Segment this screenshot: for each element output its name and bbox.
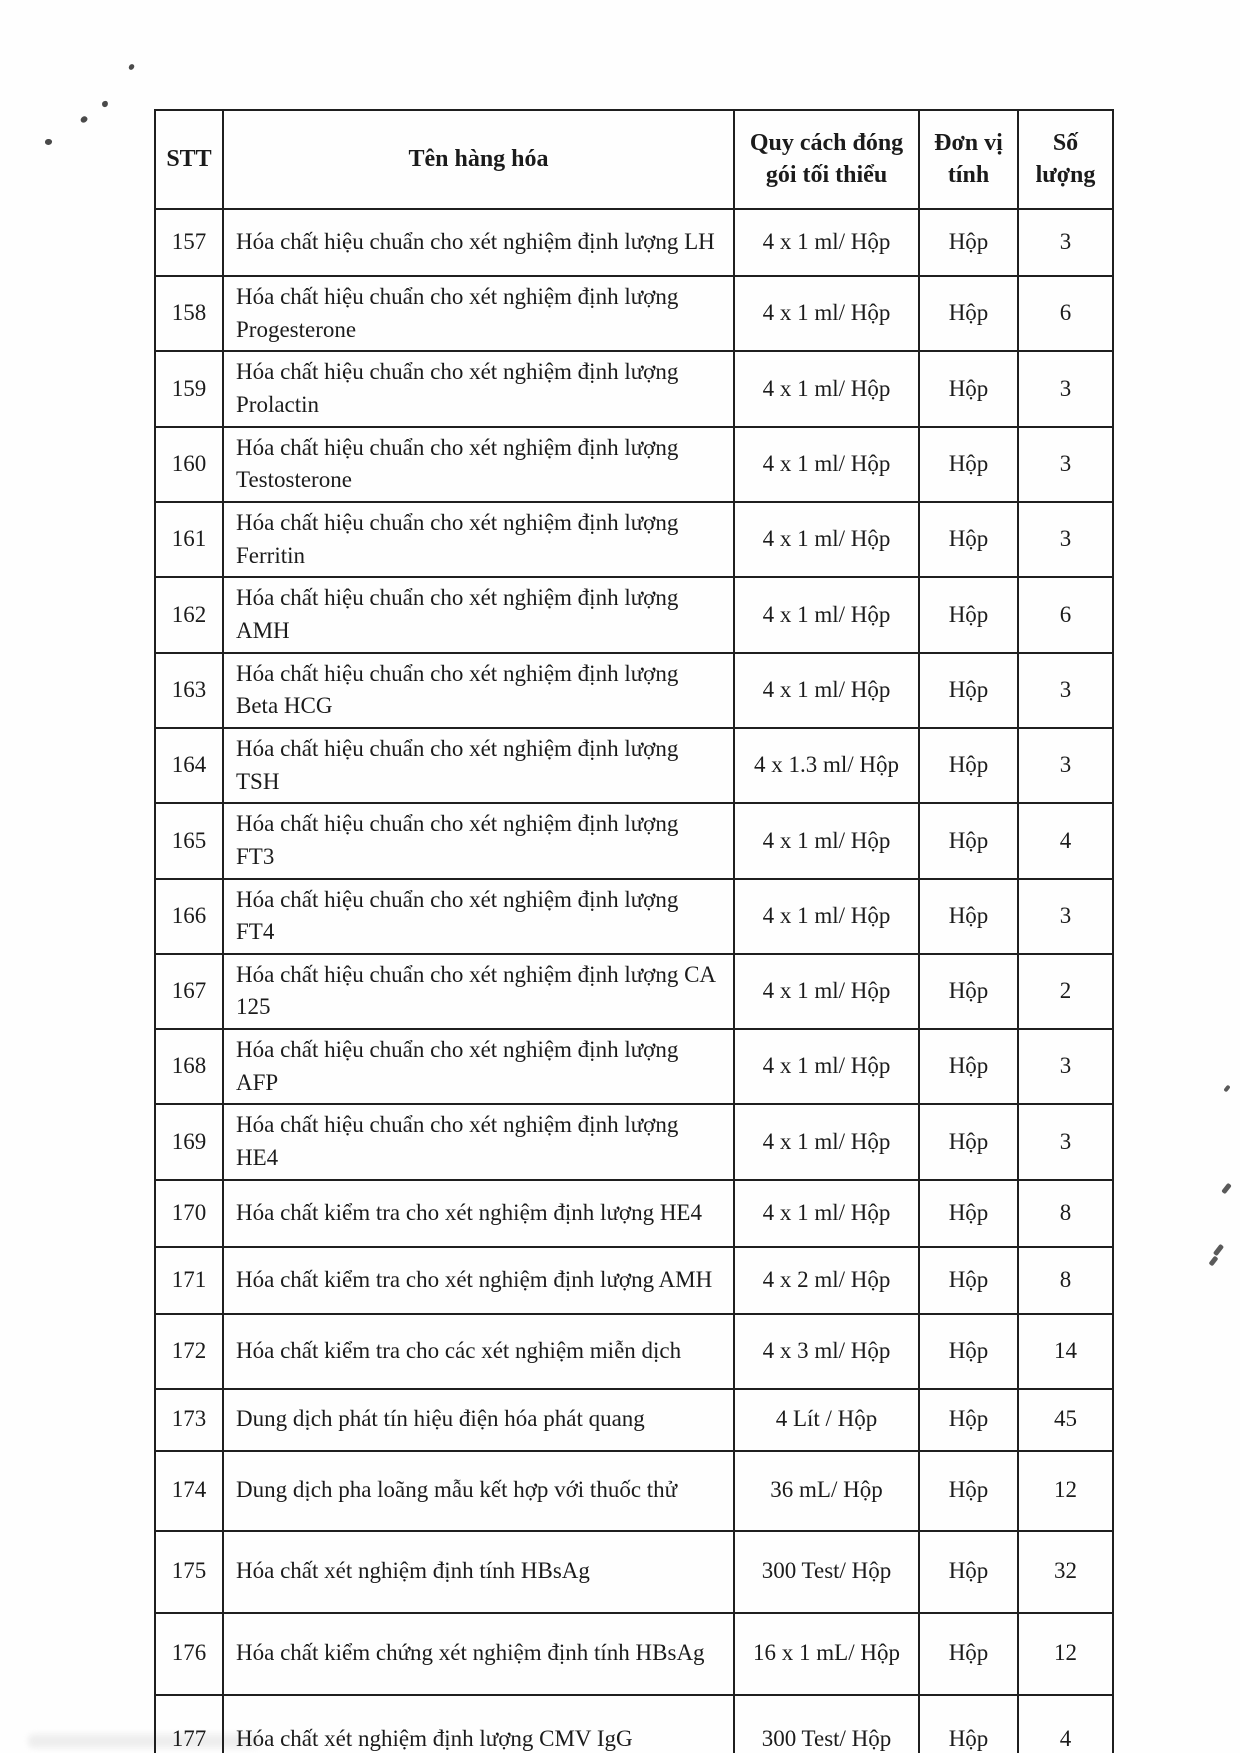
quantity-cell: 8 (1018, 1247, 1113, 1314)
scan-speck (101, 100, 108, 107)
item-name-cell: Hóa chất hiệu chuẩn cho xét nghiệm định lượng Prolactin (223, 351, 734, 426)
item-name-cell: Hóa chất hiệu chuẩn cho xét nghiệm định lượng AMH (223, 577, 734, 652)
table-row (155, 803, 1113, 878)
quantity-cell: 3 (1018, 653, 1113, 728)
stt-cell: 160 (155, 427, 223, 502)
packaging-cell: 300 Test/ Hộp (734, 1695, 919, 1753)
scan-speck (1223, 1085, 1230, 1093)
item-name-cell: Hóa chất hiệu chuẩn cho xét nghiệm định lượng TSH (223, 728, 734, 803)
packaging-cell: 4 x 1 ml/ Hộp (734, 351, 919, 426)
item-name-cell: Hóa chất hiệu chuẩn cho xét nghiệm định lượng HE4 (223, 1104, 734, 1179)
scan-speck (45, 138, 53, 145)
scan-speck (1213, 1244, 1224, 1257)
packaging-cell: 4 x 1 ml/ Hộp (734, 502, 919, 577)
header-item-name: Tên hàng hóa (223, 110, 734, 209)
stt-cell: 157 (155, 209, 223, 276)
packaging-cell: 4 x 1 ml/ Hộp (734, 803, 919, 878)
packaging-cell: 4 x 1 ml/ Hộp (734, 427, 919, 502)
quantity-cell: 3 (1018, 351, 1113, 426)
stt-cell: 165 (155, 803, 223, 878)
item-name-cell: Hóa chất kiểm chứng xét nghiệm định tính HBsAg (223, 1613, 734, 1695)
item-name-cell: Hóa chất hiệu chuẩn cho xét nghiệm định lượng Testosterone (223, 427, 734, 502)
packaging-cell: 4 x 1 ml/ Hộp (734, 276, 919, 351)
quantity-cell: 3 (1018, 1029, 1113, 1104)
table-row (155, 954, 1113, 1029)
table-row (155, 577, 1113, 652)
unit-cell: Hộp (919, 728, 1018, 803)
table-row (155, 653, 1113, 728)
item-name-cell: Hóa chất hiệu chuẩn cho xét nghiệm định lượng FT4 (223, 879, 734, 954)
table-row (155, 1613, 1113, 1695)
table-row (155, 427, 1113, 502)
stt-cell: 161 (155, 502, 223, 577)
table-row (155, 879, 1113, 954)
goods-list-table (154, 109, 1114, 1753)
unit-cell: Hộp (919, 209, 1018, 276)
item-name-cell: Hóa chất kiểm tra cho xét nghiệm định lượng AMH (223, 1247, 734, 1314)
packaging-cell: 4 x 1 ml/ Hộp (734, 577, 919, 652)
packaging-cell: 4 x 1 ml/ Hộp (734, 1029, 919, 1104)
unit-cell: Hộp (919, 1029, 1018, 1104)
stt-cell: 162 (155, 577, 223, 652)
item-name-cell: Hóa chất hiệu chuẩn cho xét nghiệm định lượng CA 125 (223, 954, 734, 1029)
stt-cell: 167 (155, 954, 223, 1029)
unit-cell: Hộp (919, 276, 1018, 351)
table-header (155, 110, 1113, 209)
quantity-cell: 3 (1018, 209, 1113, 276)
packaging-cell: 4 x 2 ml/ Hộp (734, 1247, 919, 1314)
unit-cell: Hộp (919, 351, 1018, 426)
stt-cell: 173 (155, 1389, 223, 1451)
unit-cell: Hộp (919, 879, 1018, 954)
stt-cell: 164 (155, 728, 223, 803)
table-row (155, 1314, 1113, 1389)
item-name-cell: Hóa chất xét nghiệm định tính HBsAg (223, 1531, 734, 1613)
unit-cell: Hộp (919, 1314, 1018, 1389)
packaging-cell: 4 x 1 ml/ Hộp (734, 954, 919, 1029)
stt-cell: 168 (155, 1029, 223, 1104)
item-name-cell: Hóa chất hiệu chuẩn cho xét nghiệm định lượng Progesterone (223, 276, 734, 351)
table-header-row (155, 110, 1113, 209)
stt-cell: 177 (155, 1695, 223, 1753)
quantity-cell: 3 (1018, 728, 1113, 803)
table-row (155, 1180, 1113, 1247)
unit-cell: Hộp (919, 1451, 1018, 1531)
unit-cell: Hộp (919, 502, 1018, 577)
unit-cell: Hộp (919, 653, 1018, 728)
unit-cell: Hộp (919, 1247, 1018, 1314)
table-row (155, 1451, 1113, 1531)
quantity-cell: 3 (1018, 879, 1113, 954)
quantity-cell: 12 (1018, 1613, 1113, 1695)
quantity-cell: 3 (1018, 427, 1113, 502)
quantity-cell: 3 (1018, 502, 1113, 577)
table-row (155, 351, 1113, 426)
packaging-cell: 4 x 1 ml/ Hộp (734, 653, 919, 728)
item-name-cell: Hóa chất hiệu chuẩn cho xét nghiệm định lượng LH (223, 209, 734, 276)
item-name-cell: Hóa chất hiệu chuẩn cho xét nghiệm định lượng Beta HCG (223, 653, 734, 728)
quantity-cell: 3 (1018, 1104, 1113, 1179)
unit-cell: Hộp (919, 803, 1018, 878)
table-row (155, 209, 1113, 276)
item-name-cell: Hóa chất hiệu chuẩn cho xét nghiệm định lượng FT3 (223, 803, 734, 878)
item-name-cell: Hóa chất hiệu chuẩn cho xét nghiệm định lượng AFP (223, 1029, 734, 1104)
stt-cell: 166 (155, 879, 223, 954)
item-name-cell: Dung dịch pha loãng mẫu kết hợp với thuốc thử (223, 1451, 734, 1531)
table-row (155, 1029, 1113, 1104)
stt-cell: 172 (155, 1314, 223, 1389)
table-row (155, 728, 1113, 803)
unit-cell: Hộp (919, 577, 1018, 652)
scan-speck (1208, 1256, 1218, 1267)
stt-cell: 158 (155, 276, 223, 351)
item-name-cell: Hóa chất kiểm tra cho xét nghiệm định lượng HE4 (223, 1180, 734, 1247)
item-name-cell: Hóa chất xét nghiệm định lượng CMV IgG (223, 1695, 734, 1753)
quantity-cell: 45 (1018, 1389, 1113, 1451)
stt-cell: 176 (155, 1613, 223, 1695)
quantity-cell: 32 (1018, 1531, 1113, 1613)
unit-cell: Hộp (919, 1104, 1018, 1179)
quantity-cell: 4 (1018, 803, 1113, 878)
quantity-cell: 6 (1018, 577, 1113, 652)
stt-cell: 171 (155, 1247, 223, 1314)
packaging-cell: 36 mL/ Hộp (734, 1451, 919, 1531)
stt-cell: 170 (155, 1180, 223, 1247)
table-row (155, 1104, 1113, 1179)
table-row (155, 1531, 1113, 1613)
table-row (155, 502, 1113, 577)
header-stt: STT (155, 110, 223, 209)
quantity-cell: 2 (1018, 954, 1113, 1029)
item-name-cell: Dung dịch phát tín hiệu điện hóa phát quang (223, 1389, 734, 1451)
header-unit: Đơn vị tính (919, 110, 1018, 209)
stt-cell: 175 (155, 1531, 223, 1613)
scan-speck (128, 63, 135, 71)
table-body (155, 209, 1113, 1753)
quantity-cell: 6 (1018, 276, 1113, 351)
stt-cell: 159 (155, 351, 223, 426)
packaging-cell: 4 x 3 ml/ Hộp (734, 1314, 919, 1389)
scan-speck (1221, 1183, 1232, 1195)
quantity-cell: 14 (1018, 1314, 1113, 1389)
quantity-cell: 12 (1018, 1451, 1113, 1531)
packaging-cell: 4 x 1.3 ml/ Hộp (734, 728, 919, 803)
table-row (155, 1389, 1113, 1451)
stt-cell: 174 (155, 1451, 223, 1531)
item-name-cell: Hóa chất hiệu chuẩn cho xét nghiệm định lượng Ferritin (223, 502, 734, 577)
unit-cell: Hộp (919, 954, 1018, 1029)
stt-cell: 163 (155, 653, 223, 728)
table-row (155, 1247, 1113, 1314)
quantity-cell: 8 (1018, 1180, 1113, 1247)
unit-cell: Hộp (919, 1389, 1018, 1451)
packaging-cell: 300 Test/ Hộp (734, 1531, 919, 1613)
header-quantity: Số lượng (1018, 110, 1113, 209)
table-row (155, 276, 1113, 351)
unit-cell: Hộp (919, 1613, 1018, 1695)
packaging-cell: 16 x 1 mL/ Hộp (734, 1613, 919, 1695)
packaging-cell: 4 Lít / Hộp (734, 1389, 919, 1451)
packaging-cell: 4 x 1 ml/ Hộp (734, 879, 919, 954)
stt-cell: 169 (155, 1104, 223, 1179)
scan-speck (79, 115, 88, 124)
packaging-cell: 4 x 1 ml/ Hộp (734, 1180, 919, 1247)
quantity-cell: 4 (1018, 1695, 1113, 1753)
header-packaging: Quy cách đóng gói tối thiểu (734, 110, 919, 209)
table-row (155, 1695, 1113, 1753)
packaging-cell: 4 x 1 ml/ Hộp (734, 209, 919, 276)
item-name-cell: Hóa chất kiểm tra cho các xét nghiệm miễn dịch (223, 1314, 734, 1389)
unit-cell: Hộp (919, 1695, 1018, 1753)
unit-cell: Hộp (919, 427, 1018, 502)
unit-cell: Hộp (919, 1531, 1018, 1613)
unit-cell: Hộp (919, 1180, 1018, 1247)
packaging-cell: 4 x 1 ml/ Hộp (734, 1104, 919, 1179)
